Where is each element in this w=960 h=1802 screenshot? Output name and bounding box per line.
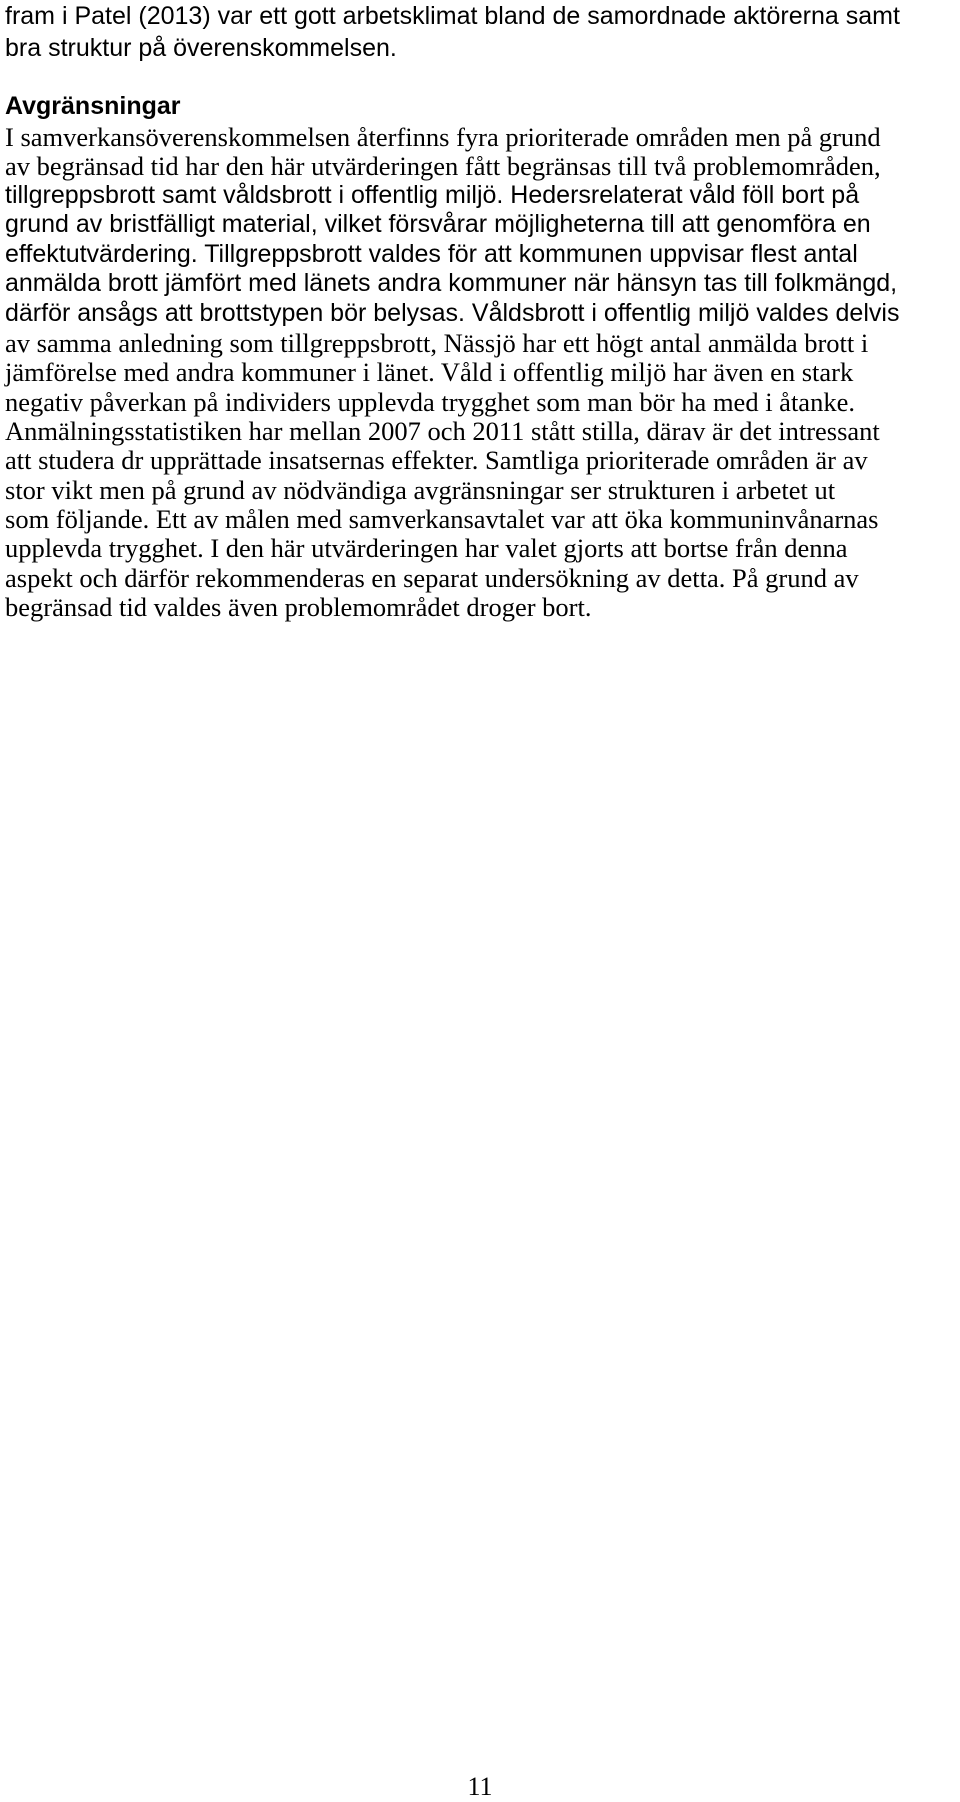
body-line: därför ansågs att brottstypen bör belysas. Våldsbrott i offentlig miljö valdes delvis xyxy=(5,299,900,327)
body-line: negativ påverkan på individers upplevda trygghet som man bör ha med i åtanke. xyxy=(5,387,855,417)
body-line: I samverkansöverenskommelsen återfinns fyra prioriterade områden men på grund xyxy=(5,122,881,152)
intro-line-2: bra struktur på överenskommelsen. xyxy=(5,34,397,62)
body-line: jämförelse med andra kommuner i länet. Våld i offentlig miljö har även en stark xyxy=(5,357,854,387)
body-line: begränsad tid valdes även problemområdet droger bort. xyxy=(5,592,592,622)
page-number: 11 xyxy=(467,1772,493,1801)
body-line: anmälda brott jämfört med länets andra kommuner när hänsyn tas till folkmängd, xyxy=(5,269,898,297)
body-line: aspekt och därför rekommenderas en separat undersökning av detta. På grund av xyxy=(5,563,859,593)
body-line: grund av bristfälligt material, vilket försvårar möjligheterna till att genomföra en xyxy=(5,210,871,238)
body-line: stor vikt men på grund av nödvändiga avgränsningar ser strukturen i arbetet ut xyxy=(5,475,836,505)
intro-line-1: fram i Patel (2013) var ett gott arbetsklimat bland de samordnade aktörerna samt xyxy=(5,2,900,30)
body-line: av samma anledning som tillgreppsbrott, Nässjö har ett högt antal anmälda brott i xyxy=(5,328,869,358)
body-line: tillgreppsbrott samt våldsbrott i offentlig miljö. Hedersrelaterat våld föll bort på xyxy=(5,181,860,209)
section-heading: Avgränsningar xyxy=(5,92,181,120)
body-line: upplevda trygghet. I den här utvärderingen har valet gjorts att bortse från denna xyxy=(5,533,848,563)
body-line: av begränsad tid har den här utvärderingen fått begränsas till två problemområden, xyxy=(5,151,881,181)
body-line: Anmälningsstatistiken har mellan 2007 och 2011 stått stilla, därav är det intressant xyxy=(5,416,880,446)
body-line: att studera dr upprättade insatsernas effekter. Samtliga prioriterade områden är av xyxy=(5,445,868,475)
body-line: som följande. Ett av målen med samverkansavtalet var att öka kommuninvånarnas xyxy=(5,504,879,534)
body-line: effektutvärdering. Tillgreppsbrott valdes för att kommunen uppvisar flest antal xyxy=(5,240,858,268)
